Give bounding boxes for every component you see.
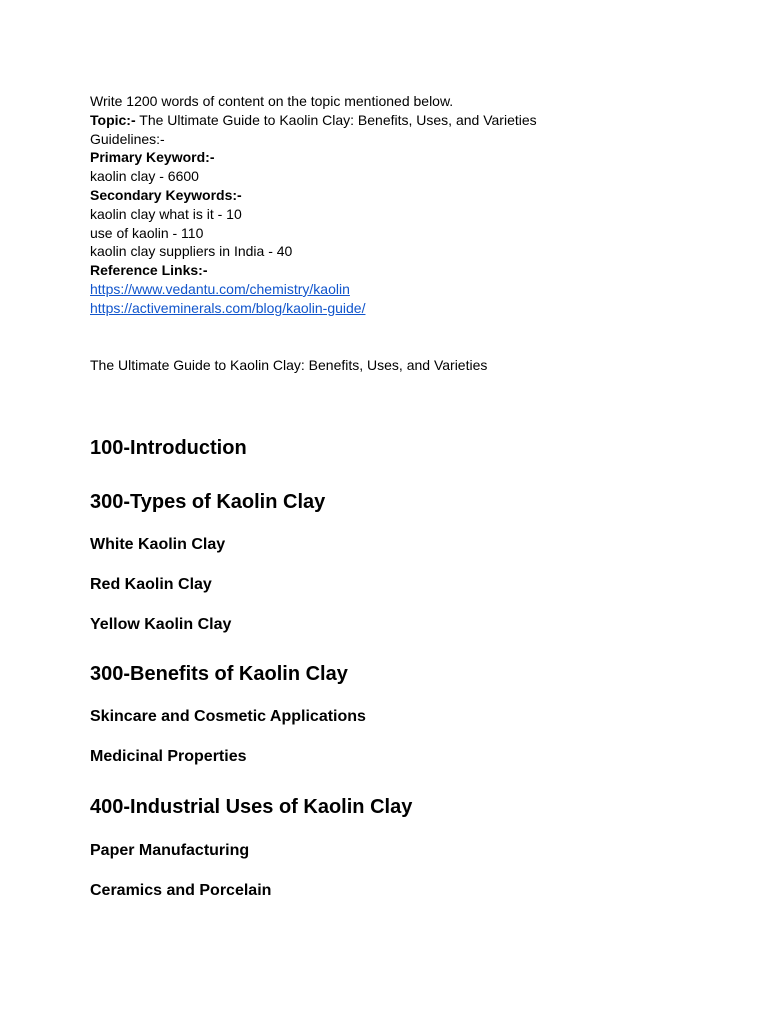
- heading-industrial: 400-Industrial Uses of Kaolin Clay: [90, 796, 413, 818]
- secondary-keyword: kaolin clay what is it - 10: [90, 205, 242, 222]
- secondary-keyword: use of kaolin - 110: [90, 224, 204, 241]
- reference-link-activeminerals: [90, 299, 710, 318]
- secondary-keyword: kaolin clay suppliers in India - 40: [90, 243, 293, 260]
- subheading-paper: Paper Manufacturing: [90, 842, 250, 859]
- heading-types: 300-Types of Kaolin Clay: [90, 491, 326, 513]
- topic-value: The Ultimate Guide to Kaolin Clay: Benefits, Uses, and Varieties: [135, 111, 537, 128]
- subheading-medicinal: Medicinal Properties: [90, 748, 247, 765]
- primary-keyword: kaolin clay - 6600: [90, 168, 199, 185]
- heading-introduction: 100-Introduction: [90, 437, 247, 459]
- document-title: The Ultimate Guide to Kaolin Clay: Benefits, Uses, and Varieties: [90, 357, 488, 373]
- guidelines-label: Guidelines:-: [90, 130, 165, 147]
- primary-keyword-label: Primary Keyword:-: [90, 149, 215, 166]
- reference-link-vedantu: [90, 280, 710, 299]
- topic-label: Topic:-: [90, 111, 136, 128]
- topic-line: [90, 111, 710, 130]
- secondary-keywords-label: Secondary Keywords:-: [90, 186, 242, 203]
- reference-link[interactable]: https://activeminerals.com/blog/kaolin-guide/: [90, 299, 366, 316]
- subheading-ceramics: Ceramics and Porcelain: [90, 882, 272, 899]
- reference-links-label: Reference Links:-: [90, 262, 208, 279]
- reference-link[interactable]: https://www.vedantu.com/chemistry/kaolin: [90, 280, 350, 297]
- subheading-white-kaolin: White Kaolin Clay: [90, 536, 226, 553]
- content-brief: [90, 92, 710, 318]
- subheading-red-kaolin: Red Kaolin Clay: [90, 576, 212, 593]
- heading-benefits: 300-Benefits of Kaolin Clay: [90, 663, 348, 685]
- instruction-text: Write 1200 words of content on the topic mentioned below.: [90, 93, 454, 109]
- subheading-yellow-kaolin: Yellow Kaolin Clay: [90, 616, 232, 633]
- subheading-skincare: Skincare and Cosmetic Applications: [90, 708, 366, 725]
